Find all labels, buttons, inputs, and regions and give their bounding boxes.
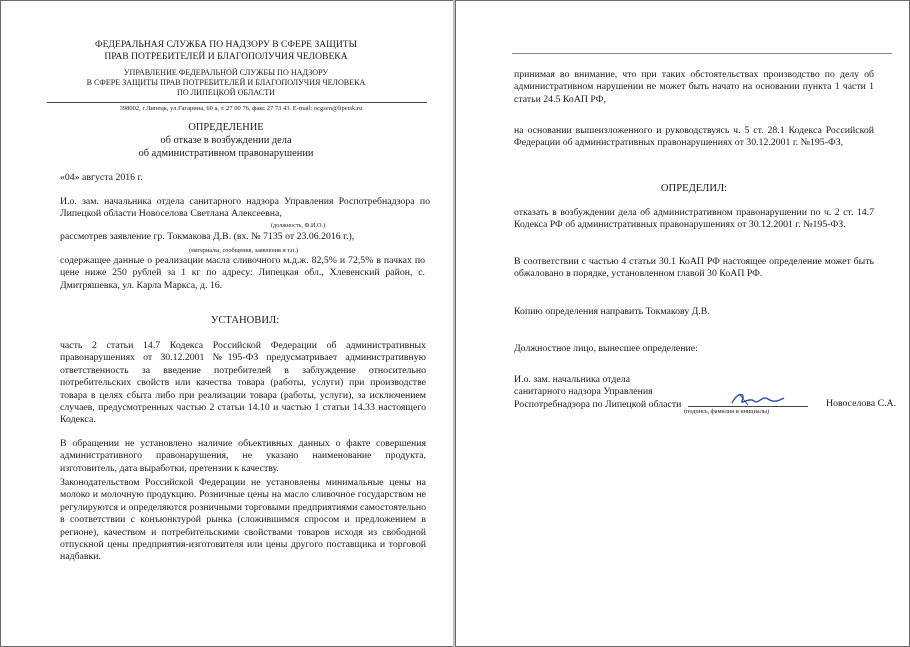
contact-address: 398002, г.Липецк, ул.Гагарина, 60 а, т. 27 00 76, факс 27 73 43. E-mail: ocgsen@lipetsk.ru [119, 105, 363, 112]
law-paragraph: часть 2 статьи 14.7 Кодекса Российской Федерации об административных правонарушениях от 30.12.2001 №195-ФЗ предусматривает административную ответственность за введение потребителей в заблуждение относительно потребительских свойств или качества товара (работы, услуги) при производстве товара в целях сбыта либо при реализации товара (работы, услуги), за исключением случаев, предусмотренных частью 2 статьи 14.10 и частью 1 статьи 14.33 настоящего Кодекса. [60, 340, 426, 426]
copy-paragraph: Копию определения направить Токмакову Д.В. [514, 306, 710, 317]
signer-name: Новоселова С.А. [826, 398, 897, 409]
considered-caption: (материалы, сообщения, заявления и т.п.) [189, 247, 298, 254]
appealable-paragraph: В соответствии с частью 4 статьи 30.1 КоАП РФ настоящее определение может быть обжаловано в порядке, установленном главой 30 КоАП РФ. [514, 256, 874, 280]
agency-line: ПРАВ ПОТРЕБИТЕЛЕЙ И БЛАГОПОЛУЧИЯ ЧЕЛОВЕКА [104, 51, 348, 62]
content-paragraph: содержащее данные о реализации масла сливочного м.д.ж. 82,5% и 72,5% в пачках по цене ниже 250 рублей за 1 кг по адресу: Липецкая обл., Хлевенский район, с. Дмитряшевка, ул. Карла Маркса, д. 16. [60, 255, 425, 291]
prices-paragraph: Законодательством Российской Федерации не установлены минимальные цены на молоко и молочную продукцию. Розничные цены на масло сливочное государством не регулируются и определяются розничными торговыми предприятиями самостоятельно в соответствии с конъюнктурой рынка (сложившимся спросом и предложением в регионе), качеством и потребительскими свойствами товаров исходя из свободной отпускной цены предприятия-изготовителя или цены другого поставщика и торговой надбавки. [60, 477, 426, 563]
official-caption: (должность, Ф.И.О.) [271, 222, 326, 229]
title-line: ОПРЕДЕЛЕНИЕ [188, 122, 264, 133]
basis-paragraph: на основании вышеизложенного и руководствуясь ч. 5 ст. 28.1 Кодекса Российской Федерации об административных правонарушениях от 30.12.2001 г. №195-ФЗ, [514, 125, 874, 149]
signer-title-line: Роспотребнадзора по Липецкой области [514, 398, 682, 410]
refuse-paragraph: отказать в возбуждении дела об административном правонарушении по ч. 2 ст. 14.7 Кодекса РФ об административных правонарушениях от 30.12.2001 г. №195-ФЗ. [514, 207, 874, 231]
determined-heading: ОПРЕДЕЛИЛ: [660, 183, 728, 194]
department-line: В СФЕРЕ ЗАЩИТЫ ПРАВ ПОТРЕБИТЕЛЕЙ И БЛАГОПОЛУЧИЯ ЧЕЛОВЕКА [86, 78, 366, 87]
signer-title-line: И.о. зам. начальника отдела [514, 374, 630, 385]
title-line: об административном правонарушении [138, 148, 314, 159]
header-rule [47, 102, 427, 103]
department-line: УПРАВЛЕНИЕ ФЕДЕРАЛЬНОЙ СЛУЖБЫ ПО НАДЗОРУ [123, 68, 329, 77]
title-line: об отказе в возбуждении дела [160, 135, 292, 146]
established-heading: УСТАНОВИЛ: [210, 315, 280, 326]
document-page-2 [455, 0, 910, 647]
signature-caption: (подпись, фамилия и инициалы) [684, 408, 770, 415]
official-paragraph: И.о. зам. начальника отдела санитарного надзора Управления Роспотребнадзора по Липецкой области Новоселова Светлана Алексеевна, [60, 196, 430, 220]
appeal-paragraph: В обращении не установлено наличие объективных данных о факте совершения административного правонарушения, не указано наименование продукта, изготовитель, дата выработки, претензии к качеству. [60, 438, 426, 474]
signer-title-line: санитарного надзора Управления [514, 386, 653, 398]
considered-paragraph: рассмотрев заявление гр. Токмакова Д.В. (вх. № 7135 от 23.06.2016 г.), [60, 231, 355, 242]
department-line: ПО ЛИПЕЦКОЙ ОБЛАСТИ [176, 88, 275, 97]
department-header [61, 68, 391, 98]
document-page-1 [0, 0, 454, 647]
official-label: Должностное лицо, вынесшее определение: [514, 343, 698, 354]
agency-line: ФЕДЕРАЛЬНАЯ СЛУЖБА ПО НАДЗОРУ В СФЕРЕ ЗАЩИТЫ [94, 39, 358, 50]
document-title [61, 121, 391, 160]
top-rule [512, 53, 892, 54]
consider-paragraph: принимая во внимание, что при таких обстоятельствах производство по делу об административном нарушении не может быть начато на основании пункта 1 части 1 статьи 24.5 КоАП РФ, [514, 69, 874, 105]
agency-header [61, 39, 391, 63]
signature-line [688, 406, 808, 407]
document-date: «04» августа 2016 г. [60, 172, 143, 183]
